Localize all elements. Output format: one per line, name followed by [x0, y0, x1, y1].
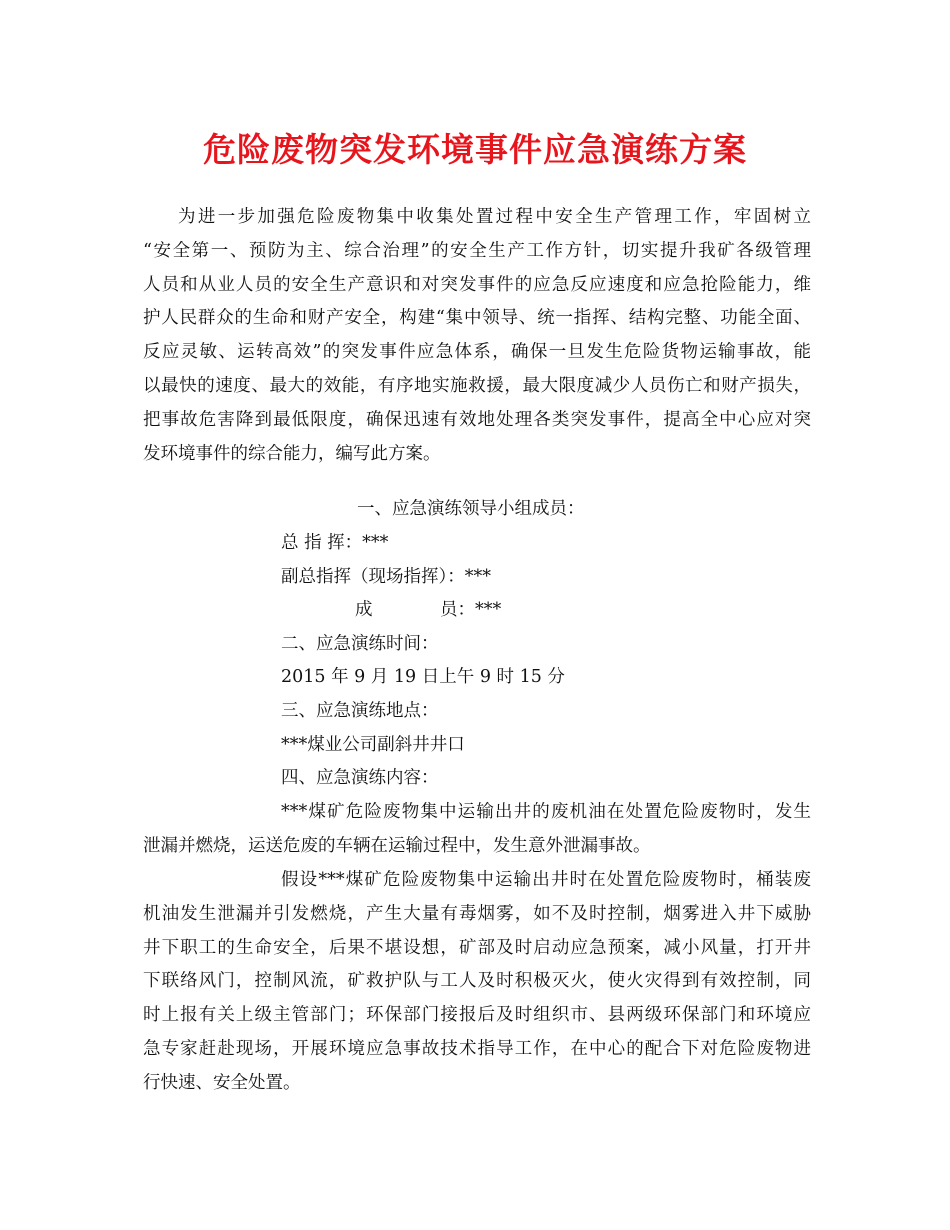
- members-label: 成: [355, 600, 373, 620]
- content-line: 井下职工的生命安全，后果不堪设想，矿部及时启动应急预案，减小风量，打开井: [143, 937, 811, 958]
- content-line: 机油发生泄漏并引发燃烧，产生大量有毒烟雾，如不及时控制，烟雾进入井下威胁: [143, 903, 811, 924]
- content-line: 泄漏并燃烧，运送危废的车辆在运输过程中，发生意外泄漏事故。: [143, 835, 651, 856]
- content-line: 时上报有关上级主管部门；环保部门接报后及时组织市、县两级环保部门和环境应: [143, 1005, 811, 1026]
- intro-line: 为进一步加强危险废物集中收集处置过程中安全生产管理工作，牢固树立: [178, 207, 811, 227]
- content-line: 下联络风门，控制风流，矿救护队与工人及时积极灭火，使火灾得到有效控制，同: [143, 971, 811, 992]
- intro-line: 护人民群众的生命和财产安全，构建“集中领导、统一指挥、结构完整、功能全面、: [143, 308, 811, 329]
- section-heading-time: 二、应急演练时间：: [281, 634, 439, 654]
- commander-line: 总 指 挥：***: [281, 533, 389, 553]
- drill-time: 2015 年 9 月 19 日上午 9 时 15 分: [281, 667, 565, 687]
- section-heading-content: 四、应急演练内容：: [281, 768, 439, 788]
- intro-line: 人员和从业人员的安全生产意识和对突发事件的应急反应速度和应急抢险能力，维: [143, 274, 811, 295]
- intro-line: “安全第一、预防为主、综合治理”的安全生产工作方针，切实提升我矿各级管理: [143, 240, 811, 261]
- content-line: 行快速、安全处置。: [143, 1072, 301, 1093]
- content-line: 急专家赶赴现场，开展环境应急事故技术指导工作，在中心的配合下对危险废物进: [143, 1038, 811, 1059]
- content-paragraph-1: [143, 796, 811, 864]
- intro-line: 反应灵敏、运转高效”的突发事件应急体系，确保一旦发生危险货物运输事故，能: [143, 342, 811, 363]
- drill-location: ***煤业公司副斜井井口: [281, 735, 465, 755]
- content-line: ***煤矿危险废物集中运输出井的废机油在处置危险废物时，发生: [281, 802, 811, 822]
- content-line: 假设***煤矿危险废物集中运输出井时在处置危险废物时，桶装废: [281, 870, 811, 890]
- section-heading-location: 三、应急演练地点：: [281, 701, 439, 721]
- document-title: 危险废物突发环境事件应急演练方案: [203, 130, 747, 169]
- intro-line: 发环境事件的综合能力，编写此方案。: [143, 443, 441, 464]
- section-heading-leadership: 一、应急演练领导小组成员：: [357, 499, 585, 519]
- intro-line: 把事故危害降到最低限度，确保迅速有效地处理各类突发事件，提高全中心应对突: [143, 409, 811, 430]
- content-paragraph-2: [143, 864, 811, 1101]
- deputy-commander-line: 副总指挥（现场指挥）：***: [281, 567, 491, 587]
- intro-paragraph: [143, 201, 811, 471]
- members-value: 员：***: [440, 600, 502, 620]
- intro-line: 以最快的速度、最大的效能，有序地实施救援，最大限度减少人员伤亡和财产损失，: [143, 375, 811, 396]
